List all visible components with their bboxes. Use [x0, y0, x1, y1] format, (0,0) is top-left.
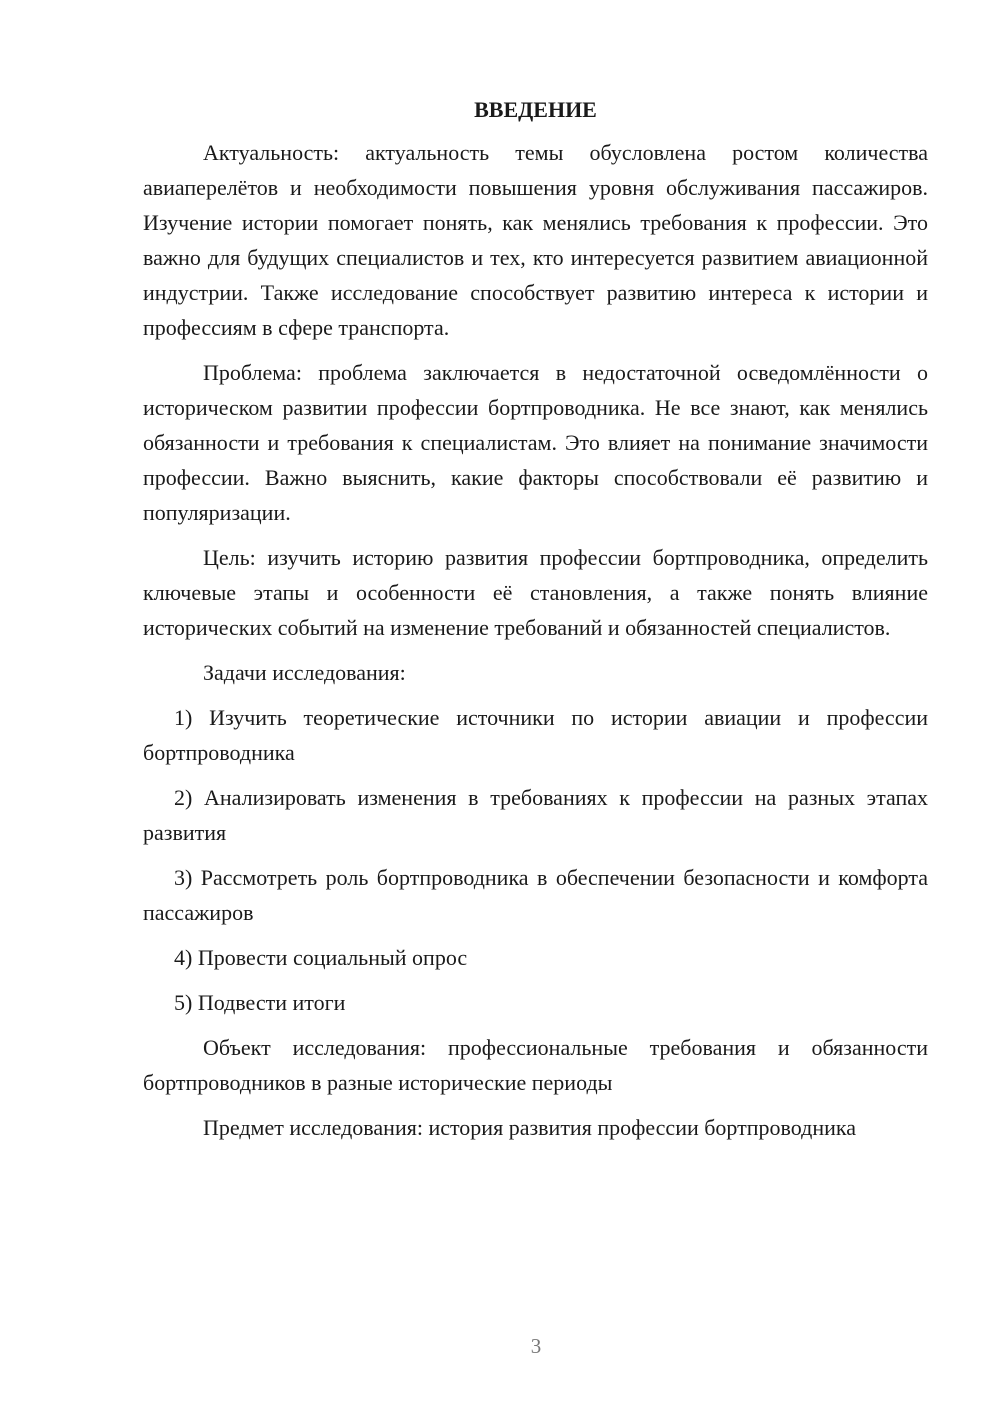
subject-paragraph: Предмет исследования: история развития профессии бортпроводника — [203, 1115, 856, 1140]
section-title: ВВЕДЕНИЕ — [474, 97, 597, 122]
task-item-2: 2) Анализировать изменения в требованиях к профессии на разных этапах развития — [143, 785, 928, 845]
object-paragraph: Объект исследования: профессиональные требования и обязанности бортпроводников в разные исторические периоды — [143, 1035, 928, 1095]
goal-paragraph: Цель: изучить историю развития профессии бортпроводника, определить ключевые этапы и особенности её становления, а также понять влияние исторических событий на изменение требований и обязанностей специалистов. — [143, 545, 928, 640]
problem-paragraph: Проблема: проблема заключается в недостаточной осведомлённости о историческом развитии профессии бортпроводника. Не все знают, как менялись обязанности и требования к специалистам. Это влияет на понимание значимости профессии. Важно выяснить, какие факторы способствовали её развитию и популяризации. — [143, 360, 928, 525]
task-item-5: 5) Подвести итоги — [174, 990, 346, 1015]
document-page — [143, 92, 928, 1155]
relevance-paragraph: Актуальность: актуальность темы обусловлена ростом количества авиаперелётов и необходимости повышения уровня обслуживания пассажиров. Изучение истории помогает понять, как менялись требования к профессии. Это важно для будущих специалистов и тех, кто интересуется развитием авиационной индустрии. Также исследование способствует развитию интереса к истории и профессиям в сфере транспорта. — [143, 140, 928, 340]
task-item-4: 4) Провести социальный опрос — [174, 945, 468, 970]
page-number: 3 — [530, 1334, 542, 1358]
tasks-heading: Задачи исследования: — [203, 660, 406, 685]
task-item-3: 3) Рассмотреть роль бортпроводника в обеспечении безопасности и комфорта пассажиров — [143, 865, 928, 925]
task-item-1: 1) Изучить теоретические источники по истории авиации и профессии бортпроводника — [143, 705, 928, 765]
